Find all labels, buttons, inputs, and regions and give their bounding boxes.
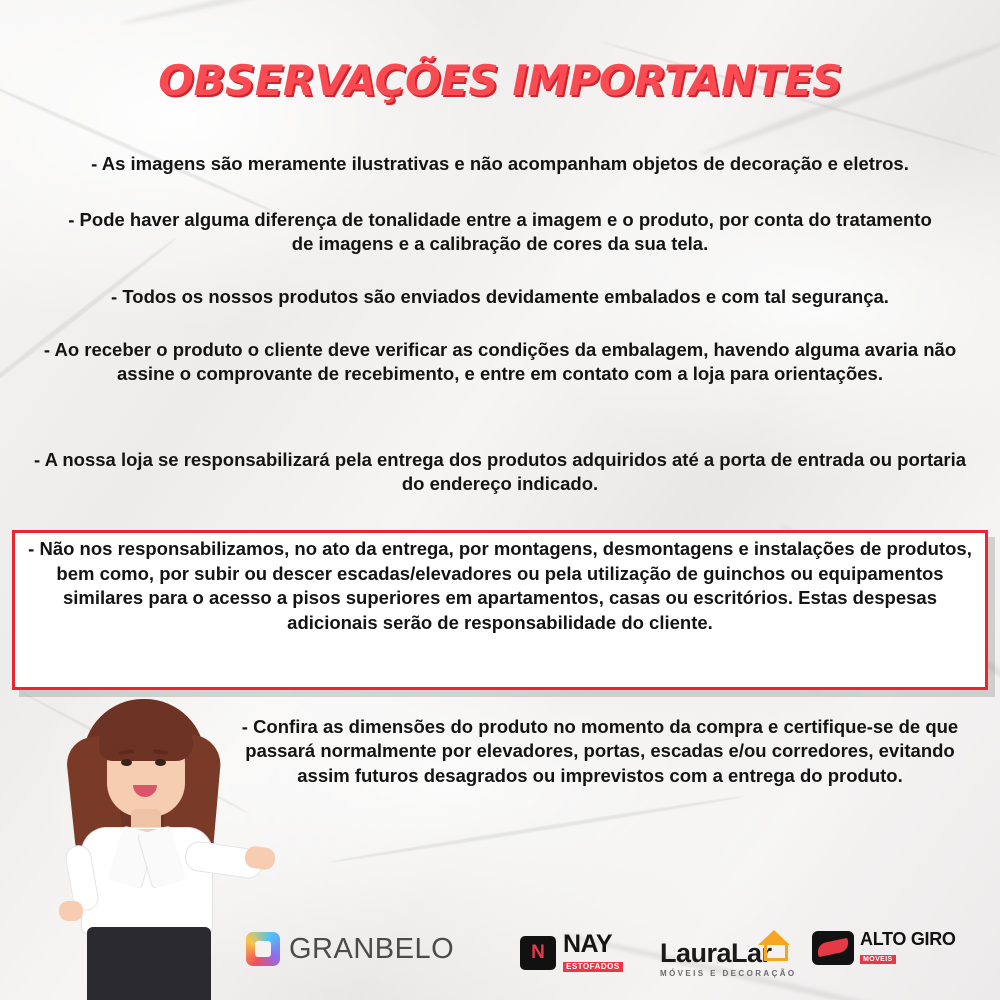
note-paragraph: - As imagens são meramente ilustrativas e não acompanham objetos de decoração e eletros.: [91, 153, 909, 174]
logo-lauralar-label: LauraLar: [660, 938, 772, 968]
note-paragraph: - A nossa loja se responsabilizará pela entrega dos produtos adquiridos até a porta de entrada ou portaria do endereço indicado.: [33, 449, 967, 495]
logo-lauralar-sublabel: MÓVEIS E DECORAÇÃO: [660, 969, 797, 978]
marble-vein: [119, 0, 414, 27]
logo-nay-label: NAY: [563, 930, 612, 958]
logo-alto-giro: [812, 930, 956, 966]
logo-alto-giro-sublabel: MÓVEIS: [860, 955, 896, 964]
alto-giro-bird-icon: [812, 931, 854, 965]
logo-alto-giro-label: ALTO GIRO: [860, 929, 956, 949]
logo-nay: [520, 932, 623, 973]
eye-icon: [155, 759, 166, 766]
note-paragraph: - Todos os nossos produtos são enviados devidamente embalados e com tal segurança.: [111, 286, 889, 307]
final-paragraph: - Confira as dimensões do produto no momento da compra e certifique-se de que passará normalmente por elevadores, portas, escadas e/ou corredores, evitando assim futuros desagrados ou imprevistos com a entrega do produto.: [241, 716, 959, 786]
marble-vein: [0, 236, 178, 425]
house-icon: [755, 928, 793, 958]
note-paragraph: - Pode haver alguma diferença de tonalidade entre a imagem e o produto, por conta do tratamento de imagens e a calibração de cores da sua tela.: [68, 209, 932, 255]
nay-badge-icon: N: [520, 936, 556, 970]
hair-icon: [99, 717, 193, 761]
page-title: OBSERVAÇÕES IMPORTANTES: [158, 56, 842, 105]
note-paragraph: - Ao receber o produto o cliente deve verificar as condições da embalagem, havendo alguma avaria não assine o comprovante de recebimento, e entre em contato com a loja para orientações.: [43, 339, 957, 385]
eye-icon: [121, 759, 132, 766]
logo-nay-sublabel: ESTOFADOS: [563, 962, 623, 972]
logo-granbelo: [246, 932, 454, 966]
granbelo-square-icon: [246, 932, 280, 966]
highlight-paragraph: - Não nos responsabilizamos, no ato da entrega, por montagens, desmontagens e instalações de produtos, bem como, por subir ou descer escadas/elevadores ou pela utilização de guinchos ou equipamentos similares para o acesso a pisos superiores em apartamentos, casas ou escritórios. Estas despesas adicionais serão de responsabilidade do cliente.: [28, 538, 972, 633]
marble-vein: [330, 794, 745, 864]
logo-lauralar: [660, 928, 797, 978]
logo-granbelo-label: GRANBELO: [289, 932, 455, 965]
logo-bar: [0, 918, 1000, 988]
